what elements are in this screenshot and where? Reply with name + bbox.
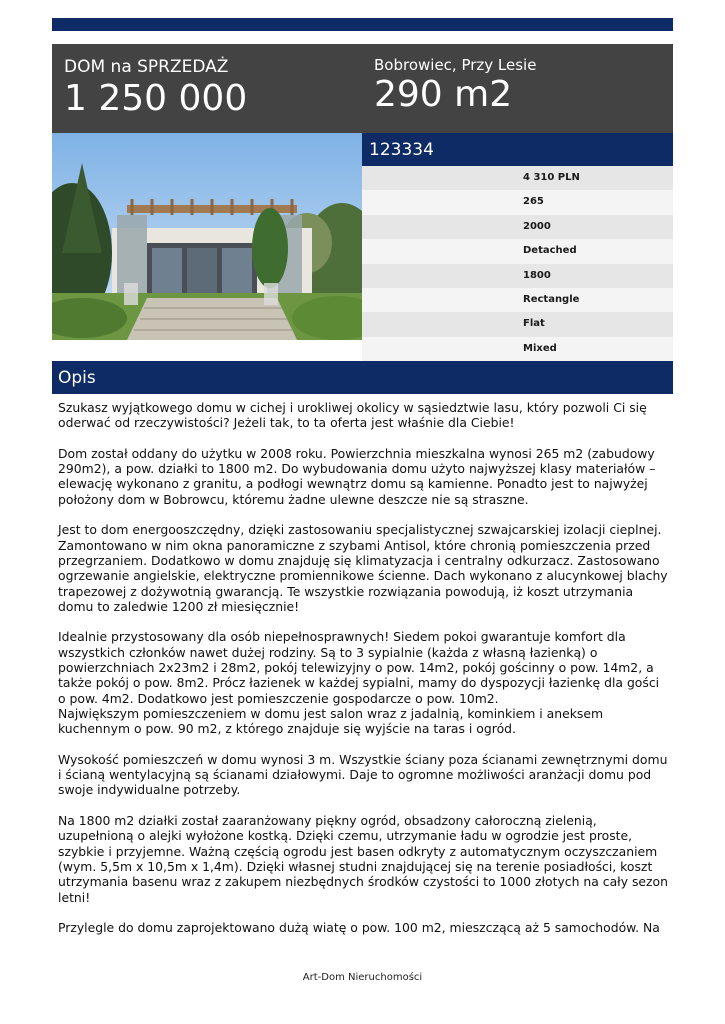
description-paragraph: Szukasz wyjątkowego domu w cichej i urokliwej okolicy w sąsiedztwie lasu, który pozwoli Ci się oderwać od rzeczywistości? Jeżeli tak, to ta oferta jest właśnie dla Ciebie!	[58, 400, 647, 431]
listing-location: Bobrowiec, Przy Lesie	[374, 56, 537, 74]
attribute-value: Flat	[523, 318, 545, 330]
attribute-value: 1800	[523, 269, 551, 281]
listing-price: 1 250 000	[64, 78, 248, 119]
attribute-row	[362, 190, 673, 214]
attribute-row	[362, 239, 673, 263]
listing-id-bar	[362, 133, 673, 166]
attribute-value: 2000	[523, 220, 551, 232]
description-paragraph: Idealnie przystosowany dla osób niepełnosprawnych! Siedem pokoi gwarantuje komfort dla wszystkich członków nawet dużej rodziny. Są to 3 sypialnie (każda z własną łazienką) o powierzchniach 2x23m2 i 28m2, pokój telewizyjny o pow. 14m2, pokój gościnny o pow. 14m2, a także pokój o pow. 8m2. Prócz łazienek w każdej sypialni, mamy do dyspozycji łazienkę dla gości o pow. 4m2. Dodatkowo jest pomieszczenie gospodarcze o pow. 10m2. Największym pomieszczeniem w domu jest salon wraz z jadalnią, kominkiem i aneksem kuchennym o pow. 90 m2, z którego znajduje się wyjście na taras i ogród.	[58, 629, 660, 737]
listing-header	[52, 44, 673, 133]
top-accent-bar	[52, 18, 673, 31]
attribute-value: 4 310 PLN	[523, 172, 580, 183]
attribute-row	[362, 337, 673, 361]
description-paragraph: Dom został oddany do użytku w 2008 roku. Powierzchnia mieszkalna wynosi 265 m2 (zabudowy 290m2), a pow. działki to 1800 m2. Do wybudowania domu użyto najwyższej klasy materiałów – elewację wykonano z granitu, a podłogi wewnątrz domu są kamienne. Ponadto jest to najwyżej położony dom w Bobrowcu, któremu żadne ulewne deszcze nie są straszne.	[58, 445, 656, 507]
attribute-value: Rectangle	[523, 293, 580, 305]
attribute-value: Mixed	[523, 342, 557, 354]
description-paragraph: Na 1800 m2 działki został zaaranżowany piękny ogród, obsadzony całoroczną zielenią, uzupełnioną o alejki wyłożone kostką. Dzięki czemu, utrzymanie ładu w ogrodzie jest proste, szybkie i przyjemne. Ważną częścią ogrodu jest basen odkryty z automatycznym oczyszczaniem (wym. 5,5m x 10,5m x 1,4m). Dzięki własnej studni znajdującej się na terenie posiadłości, koszt utrzymania basenu wraz z zakupem niezbędnych środków czystości to 1000 złotych na cały sezon letni!	[58, 813, 668, 905]
attribute-row	[362, 312, 673, 336]
description-paragraph: Wysokość pomieszczeń w domu wynosi 3 m. Wszystkie ściany poza ścianami zewnętrznymi domu i ścianą wentylacyjną są ścianami działowymi. Daje to ogromne możliwości aranżacji domu pod swoje indywidualne potrzeby.	[58, 751, 668, 798]
listing-area: 290 m2	[374, 74, 513, 115]
property-photo	[52, 133, 362, 340]
description-section-header	[52, 361, 673, 394]
attribute-value: 265	[523, 196, 544, 208]
attribute-value: Detached	[523, 245, 577, 257]
description-paragraph: Przylegle do domu zaprojektowano dużą wiatę o pow. 100 m2, mieszczącą aż 5 samochodów. Na	[58, 920, 660, 936]
footer-agency-name: Art-Dom Nieruchomości	[302, 972, 423, 983]
description-paragraph: Jest to dom energooszczędny, dzięki zastosowaniu specjalistycznej szwajcarskiej izolacji cieplnej. Zamontowano w nim okna panoramiczne z szybami Antisol, które chronią pomieszczenia przed przegrzaniem. Dodatkowo w domu znajduję się klimatyzacja i centralny odkurzacz. Zastosowano ogrzewanie angielskie, elektryczne promiennikowe ścienne. Dach wykonano z alucynkowej blachy trapezowej z dożywotnią gwarancją. Te wszystkie rozwiązania powodują, iż koszt utrzymania domu to zaledwie 1200 zł miesięcznie!	[58, 522, 668, 614]
description-body	[58, 400, 670, 935]
attribute-row	[362, 264, 673, 288]
attribute-row	[362, 288, 673, 312]
attribute-row	[362, 166, 673, 190]
listing-id: 123334	[369, 140, 434, 160]
attribute-row	[362, 215, 673, 239]
section-title: Opis	[58, 368, 96, 388]
listing-type-label: DOM na SPRZEDAŻ	[64, 57, 229, 77]
attribute-table	[362, 166, 673, 361]
